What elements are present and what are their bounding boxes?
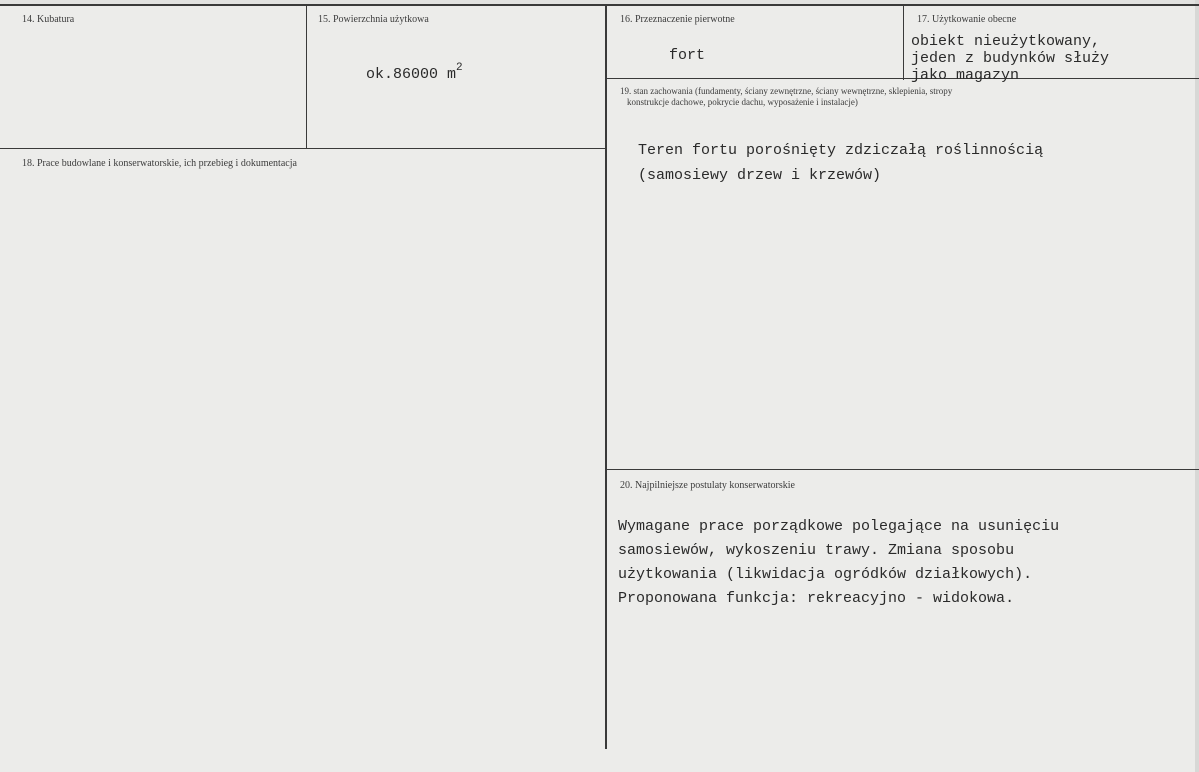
- divider-col-14-15: [306, 4, 307, 149]
- field-20-line-1: Wymagane prace porządkowe polegające na usunięciu: [618, 518, 1060, 535]
- area-unit-exponent: 2: [456, 62, 463, 74]
- card-right-edge: [1195, 0, 1199, 772]
- divider-row-16-19: [607, 78, 1199, 79]
- divider-row-19-20: [607, 469, 1199, 470]
- field-19-line-1: Teren fortu porośnięty zdziczałą roślinnością: [638, 142, 1044, 159]
- field-18-label: 18. Prace budowlane i konserwatorskie, ich przebieg i dokumentacja: [22, 158, 297, 169]
- area-value: ok.86000 m: [366, 66, 457, 83]
- field-17-label: 17. Użytkowanie obecne: [917, 14, 1017, 25]
- field-17-line-3: jako magazyn: [911, 67, 1020, 84]
- field-16-label: 16. Przeznaczenie pierwotne: [620, 14, 735, 25]
- field-20-line-3: użytkowania (likwidacja ogródków działkowych).: [618, 566, 1033, 583]
- divider-col-main: [605, 4, 607, 749]
- divider-top: [0, 4, 1199, 6]
- field-17-line-1: obiekt nieużytkowany,: [911, 33, 1101, 50]
- field-14-label: 14. Kubatura: [22, 14, 75, 25]
- field-20-line-4: Proponowana funkcja: rekreacyjno - widokowa.: [618, 590, 1015, 607]
- divider-col-16-17: [903, 4, 904, 80]
- field-19-line-2: (samosiewy drzew i krzewów): [638, 167, 882, 184]
- field-19-label-line-2: konstrukcje dachowe, pokrycie dachu, wyposażenie i instalacje): [627, 97, 858, 107]
- field-20-label: 20. Najpilniejsze postulaty konserwatorskie: [620, 480, 795, 491]
- field-17-line-2: jeden z budynków służy: [911, 50, 1110, 67]
- field-16-value: fort: [669, 47, 706, 64]
- divider-row-14-18: [0, 148, 605, 149]
- field-20-line-2: samosiewów, wykoszeniu trawy. Zmiana sposobu: [618, 542, 1015, 559]
- field-15-value: [366, 64, 463, 83]
- field-19-label-line-1: 19. stan zachowania (fundamenty, ściany zewnętrzne, ściany wewnętrzne, sklepienia, stropy: [620, 86, 953, 96]
- field-15-label: 15. Powierzchnia użytkowa: [318, 14, 429, 25]
